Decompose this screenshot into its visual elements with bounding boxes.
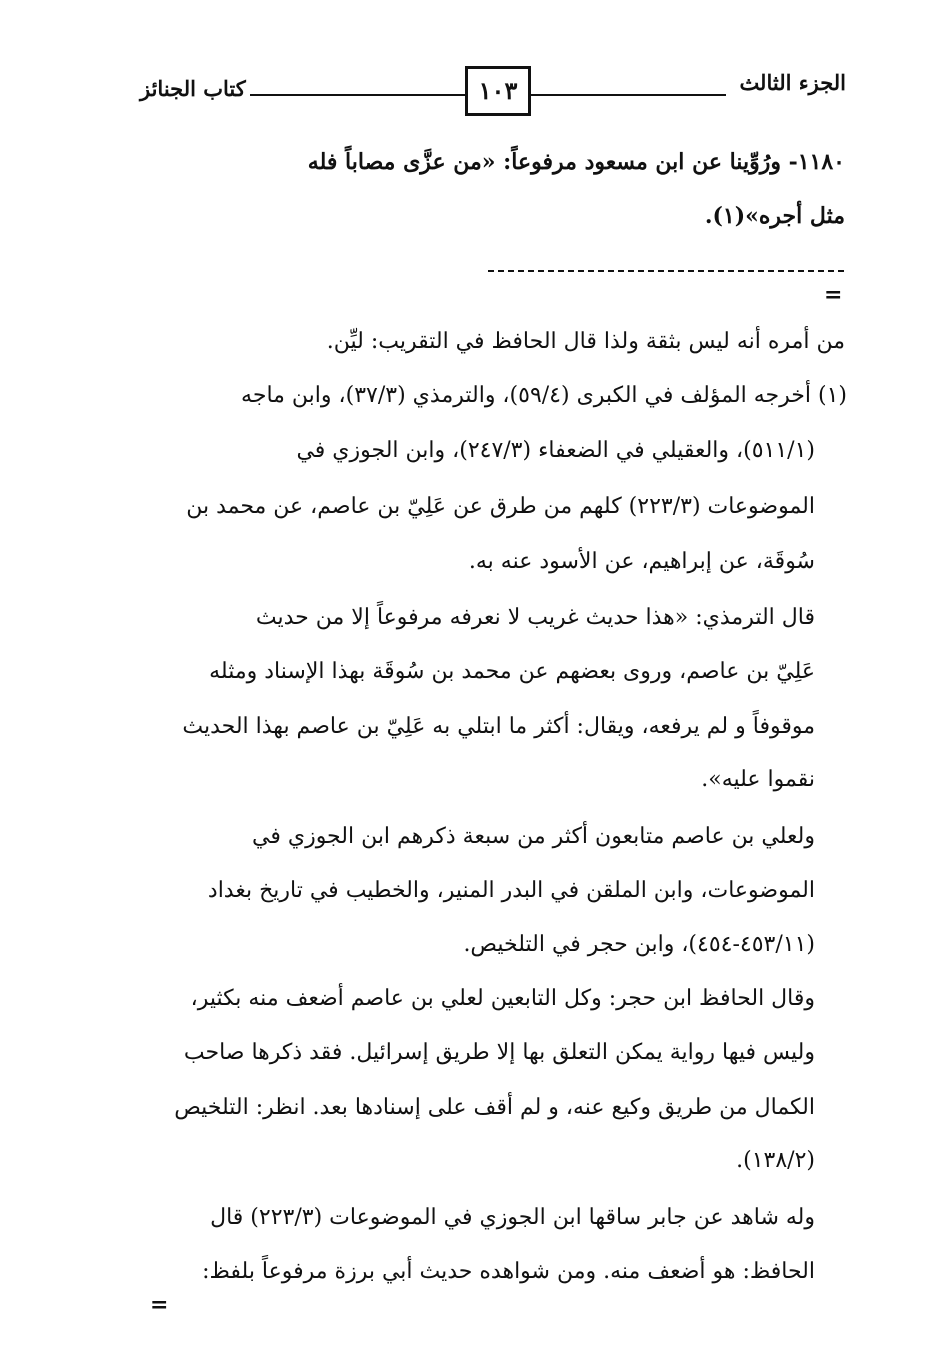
footnote-line: (١٣٨/٢). <box>736 1148 815 1173</box>
footnote-line: قال الترمذي: «هذا حديث غريب لا نعرفه مرفوعاً إلا من حديث <box>255 605 815 630</box>
footnote-line: (١) أخرجه المؤلف في الكبرى (٥٩/٤)، والترمذي (٣٧/٣)، وابن ماجه <box>241 383 847 408</box>
footnote-line: وقال الحافظ ابن حجر: وكل التابعين لعلي بن عاصم أضعف منه بكثير، <box>190 986 815 1011</box>
footnote-line: وله شاهد عن جابر ساقها ابن الجوزي في الموضوعات (٢٢٣/٣) قال <box>210 1205 815 1230</box>
footnote-line: الموضوعات، وابن الملقن في البدر المنير، والخطيب في تاريخ بغداد <box>207 878 815 903</box>
footnote-line: (٤٥٣/١١-٤٥٤)، وابن حجر في التلخيص. <box>463 932 815 957</box>
hadith-line-2: مثل أجره»(١). <box>704 203 845 229</box>
book-title: كتاب الجنائز <box>140 76 246 101</box>
continuation-mark-top: = <box>824 282 843 308</box>
continuation-mark-bottom: = <box>150 1292 169 1318</box>
footnote-line: من أمره أنه ليس بثقة ولذا قال الحافظ في التقريب: ليِّن. <box>326 329 845 354</box>
footnote-line: ولعلي بن عاصم متابعون أكثر من سبعة ذكرهم ابن الجوزي في <box>252 824 815 849</box>
footnote-line: عَلِيّ بن عاصم، وروى بعضهم عن محمد بن سُوقَة بهذا الإسناد ومثله <box>209 659 815 684</box>
footnote-line: موقوفاً و لم يرفعه، ويقال: أكثر ما ابتلي به عَلِيّ بن عاصم بهذا الحديث <box>182 714 815 739</box>
footnote-line: (٥١١/١)، والعقيلي في الضعفاء (٢٤٧/٣)، وابن الجوزي في <box>296 438 815 463</box>
footnote-line: وليس فيها رواية يمكن التعلق بها إلا طريق إسرائيل. فقد ذكرها صاحب <box>183 1040 815 1065</box>
page-number: ١٠٣ <box>465 66 531 116</box>
footnote-line: سُوقَة، عن إبراهيم، عن الأسود عنه به. <box>468 549 815 574</box>
footnote-line: الموضوعات (٢٢٣/٣) كلهم من طرق عن عَلِيّ بن عاصم، عن محمد بن <box>186 494 815 519</box>
footnote-separator <box>488 270 844 272</box>
hadith-line-1: ١١٨٠- ورُوِّينا عن ابن مسعود مرفوعاً: «من عزَّى مصاباً فله <box>307 149 845 175</box>
volume-title: الجزء الثالث <box>739 70 846 95</box>
footnote-line: نقموا عليه». <box>701 767 815 792</box>
page-header <box>140 66 846 116</box>
footnote-line: الحافظ: هو أضعف منه. ومن شواهده حديث أبي برزة مرفوعاً بلفظ: <box>202 1259 815 1284</box>
footnote-line: الكمال من طريق وكيع عنه، و لم أقف على إسنادها بعد. انظر: التلخيص <box>174 1095 815 1120</box>
